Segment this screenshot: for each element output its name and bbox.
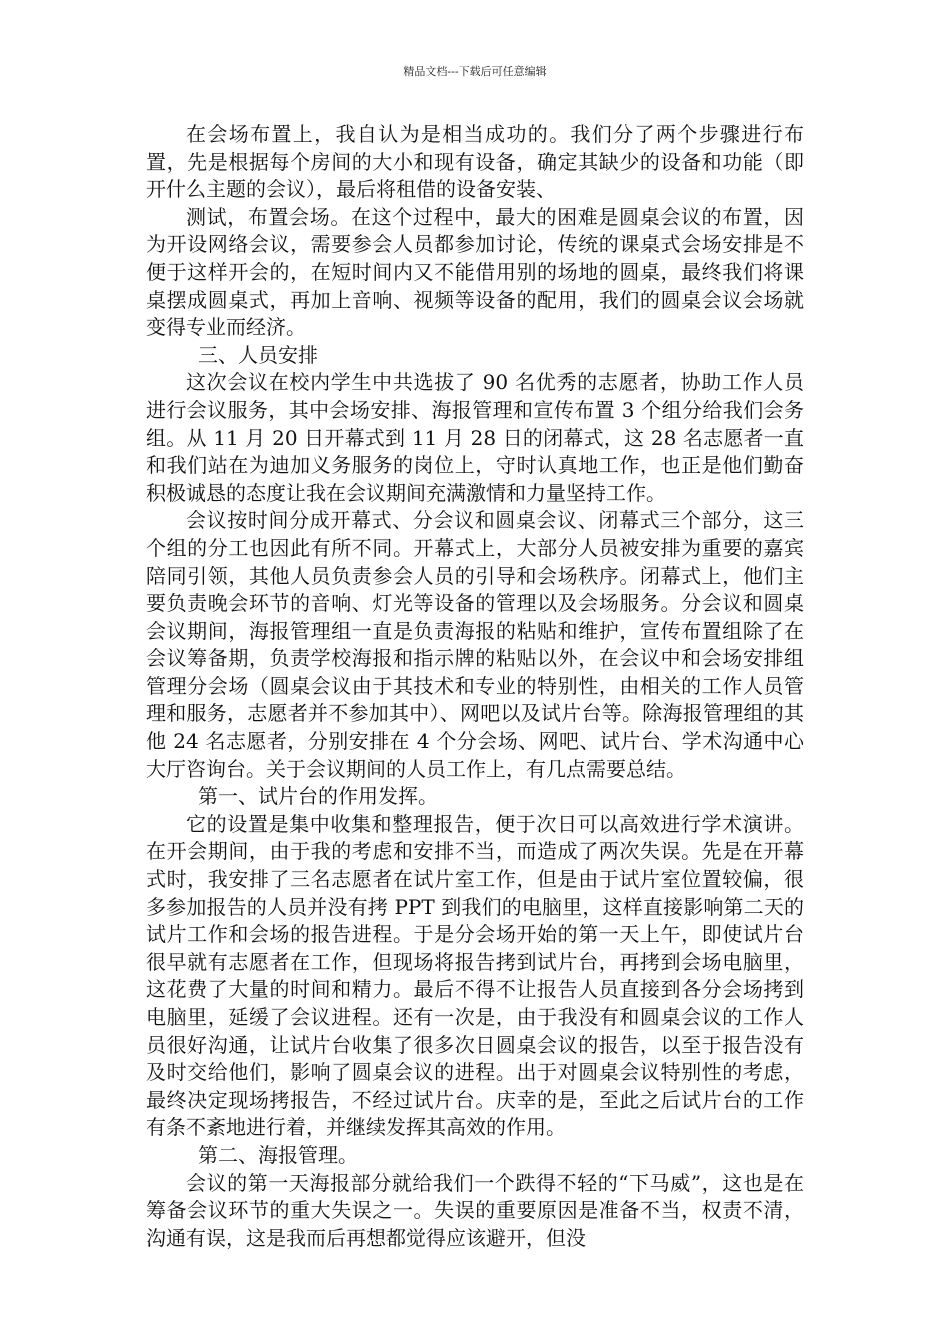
subheading-poster-management: 第二、海报管理。 bbox=[198, 1142, 358, 1167]
paragraph-volunteers: 这次会议在校内学生中共选拔了 90 名优秀的志愿者，协助工作人员进行会议服务，其中会场安排、海报管理和宣传布置 3 个组分给我们会务组。从 11 月 20 日开幕式到 11 月 28 日的闭幕式，这 28 名志愿者一直和我们站在为迪加义务服务的岗位上，守时认真地工作，也正是他们勤奋积极诚恳的态度让我在会议期间充满激情和力量坚持工作。 bbox=[146, 370, 804, 505]
paragraph-venue-setup: 在会场布置上，我自认为是相当成功的。我们分了两个步骤进行布置，先是根据每个房间的大小和现有设备，确定其缺少的设备和功能（即开什么主题的会议），最后将租借的设备安装、 bbox=[146, 122, 804, 202]
section-heading-staffing: 三、人员安排 bbox=[198, 342, 318, 367]
document-body bbox=[146, 121, 804, 1252]
paragraph-preview-desk: 它的设置是集中收集和整理报告，便于次日可以高效进行学术演讲。在开会期间，由于我的考虑和安排不当，而造成了两次失误。先是在开幕式时，我安排了三名志愿者在试片室工作，但是由于试片室位置较偏，很多参加报告的人员并没有拷 PPT 到我们的电脑里，这样直接影响第二天的试片工作和会场的报告进程。于是分会场开始的第一天上午，即使试片台很早就有志愿者在工作，但现场将报告拷到试片台，再拷到会场电脑里，这花费了大量的时间和精力。最后不得不让报告人员直接到各分会场拷到电脑里，延缓了会议进程。还有一次是，由于我没有和圆桌会议的工作人员很好沟通，让试片台收集了很多次日圆桌会议的报告，以至于报告没有及时交给他们，影响了圆桌会议的进程。出于对圆桌会议特别性的考虑，最终决定现场拷报告，不经过试片台。庆幸的是，至此之后试片台的工作有条不紊地进行着，并继续发挥其高效的作用。 bbox=[146, 811, 804, 1140]
paragraph-roundtable: 测试，布置会场。在这个过程中，最大的困难是圆桌会议的布置，因为开设网络会议，需要参会人员都参加讨论，传统的课桌式会场安排是不便于这样开会的，在短时间内又不能借用别的场地的圆桌，最终我们将课桌摆成圆桌式，再加上音响、视频等设备的配用，我们的圆桌会议会场就变得专业而经济。 bbox=[146, 204, 804, 340]
subheading-preview-desk: 第一、试片台的作用发挥。 bbox=[198, 784, 438, 809]
paragraph-poster-management: 会议的第一天海报部分就给我们一个跌得不轻的“下马威”，这也是在筹备会议环节的重大失误之一。失误的重要原因是准备不当，权责不清，沟通有误，这是我而后再想都觉得应该避开，但没 bbox=[146, 1170, 804, 1250]
paragraph-division-of-work: 会议按时间分成开幕式、分会议和圆桌会议、闭幕式三个部分，这三个组的分工也因此有所不同。开幕式上，大部分人员被安排为重要的嘉宾陪同引领，其他人员负责参会人员的引导和会场秩序。闭幕式上，他们主要负责晚会环节的音响、灯光等设备的管理以及会场服务。分会议和圆桌会议期间，海报管理组一直是负责海报的粘贴和维护，宣传布置组除了在会议筹备期，负责学校海报和指示牌的粘贴以外，在会议中和会场安排组管理分会场（圆桌会议由于其技术和专业的特别性，由相关的工作人员管理和服务，志愿者并不参加其中）、网吧以及试片台等。除海报管理组的其他 24 名志愿者，分别安排在 4 个分会场、网吧、试片台、学术沟通中心大厅咨询台。关于会议期间的人员工作上，有几点需要总结。 bbox=[146, 508, 804, 781]
page-header: 精品文档---下载后可任意编辑 bbox=[403, 65, 547, 78]
